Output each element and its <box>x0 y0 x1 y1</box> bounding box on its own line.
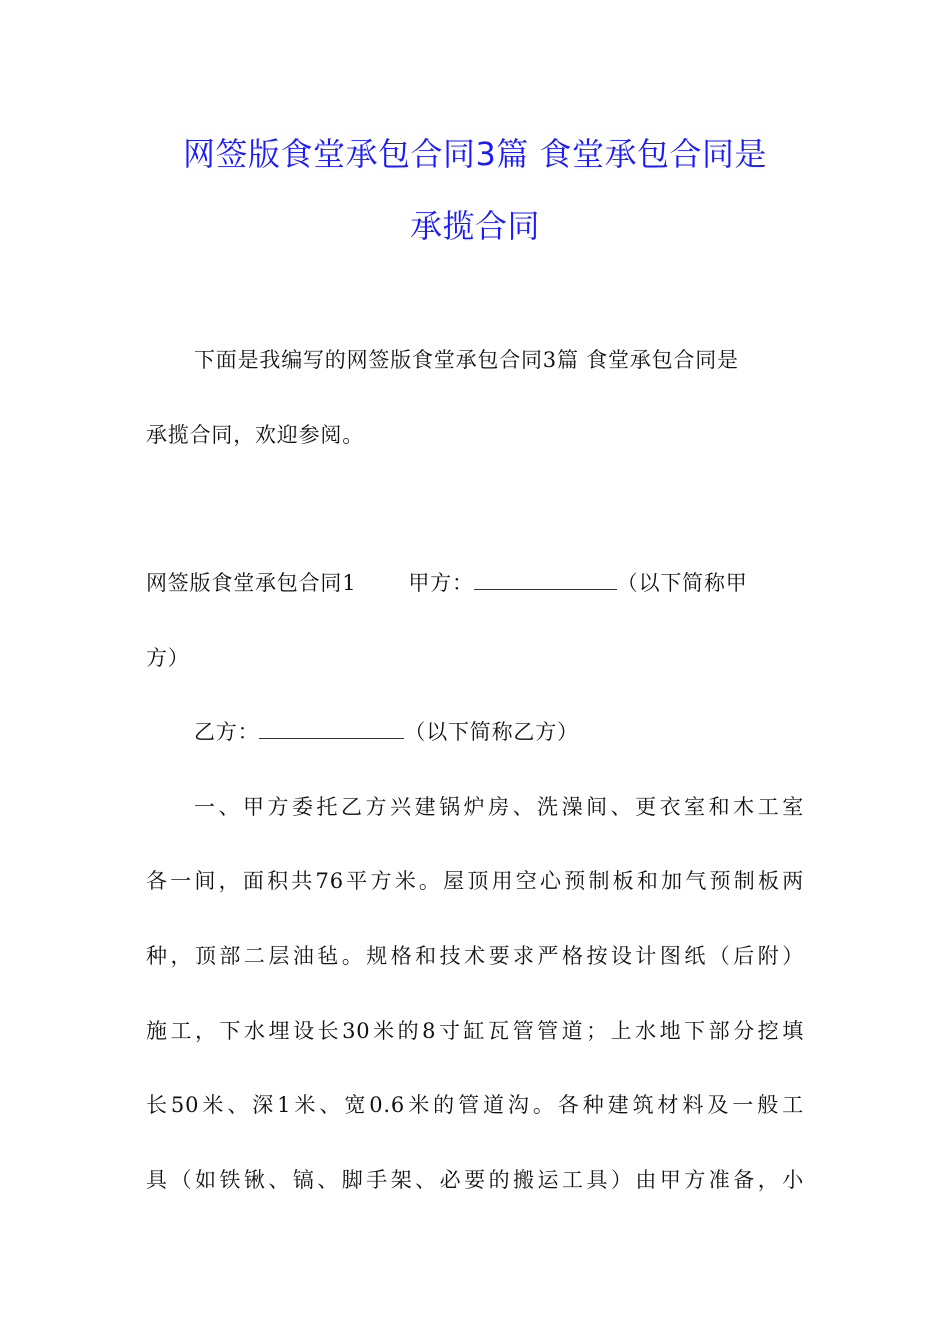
intro-line-1: 下面是我编写的网签版食堂承包合同3篇 食堂承包合同是 <box>194 348 739 372</box>
party-a-blank <box>474 569 617 590</box>
clause-1-line: 长50米、深1米、宽0.6米的管道沟。各种建筑材料及一般工 <box>146 1093 804 1117</box>
document-title-line-2: 承揽合同 <box>409 207 540 245</box>
party-b-row <box>194 717 579 747</box>
clause-1-line: 具（如铁锹、镐、脚手架、必要的搬运工具）由甲方准备，小 <box>146 1168 804 1192</box>
clause-1-line: 种，顶部二层油毡。规格和技术要求严格按设计图纸（后附） <box>146 944 804 968</box>
party-b-suffix: （以下简称乙方） <box>404 720 579 744</box>
party-a-label: 甲方： <box>408 571 474 595</box>
intro-line-2: 承揽合同，欢迎参阅。 <box>146 423 364 447</box>
contract-heading: 网签版食堂承包合同1 <box>146 571 357 595</box>
party-a-row <box>146 568 748 598</box>
clause-1-line: 一、甲方委托乙方兴建锅炉房、洗澡间、更衣室和木工室 <box>194 795 804 819</box>
document-title-line-1: 网签版食堂承包合同3篇 食堂承包合同是 <box>182 135 768 173</box>
clause-1-line: 施工，下水埋设长30米的8寸缸瓦管管道；上水地下部分挖填 <box>146 1019 804 1043</box>
party-a-suffix: （以下简称甲 <box>616 571 748 595</box>
party-b-blank <box>259 718 404 739</box>
clause-1-line: 各一间，面积共76平方米。屋顶用空心预制板和加气预制板两 <box>146 869 804 893</box>
party-b-label: 乙方： <box>194 720 260 744</box>
party-a-continuation: 方） <box>146 646 190 670</box>
